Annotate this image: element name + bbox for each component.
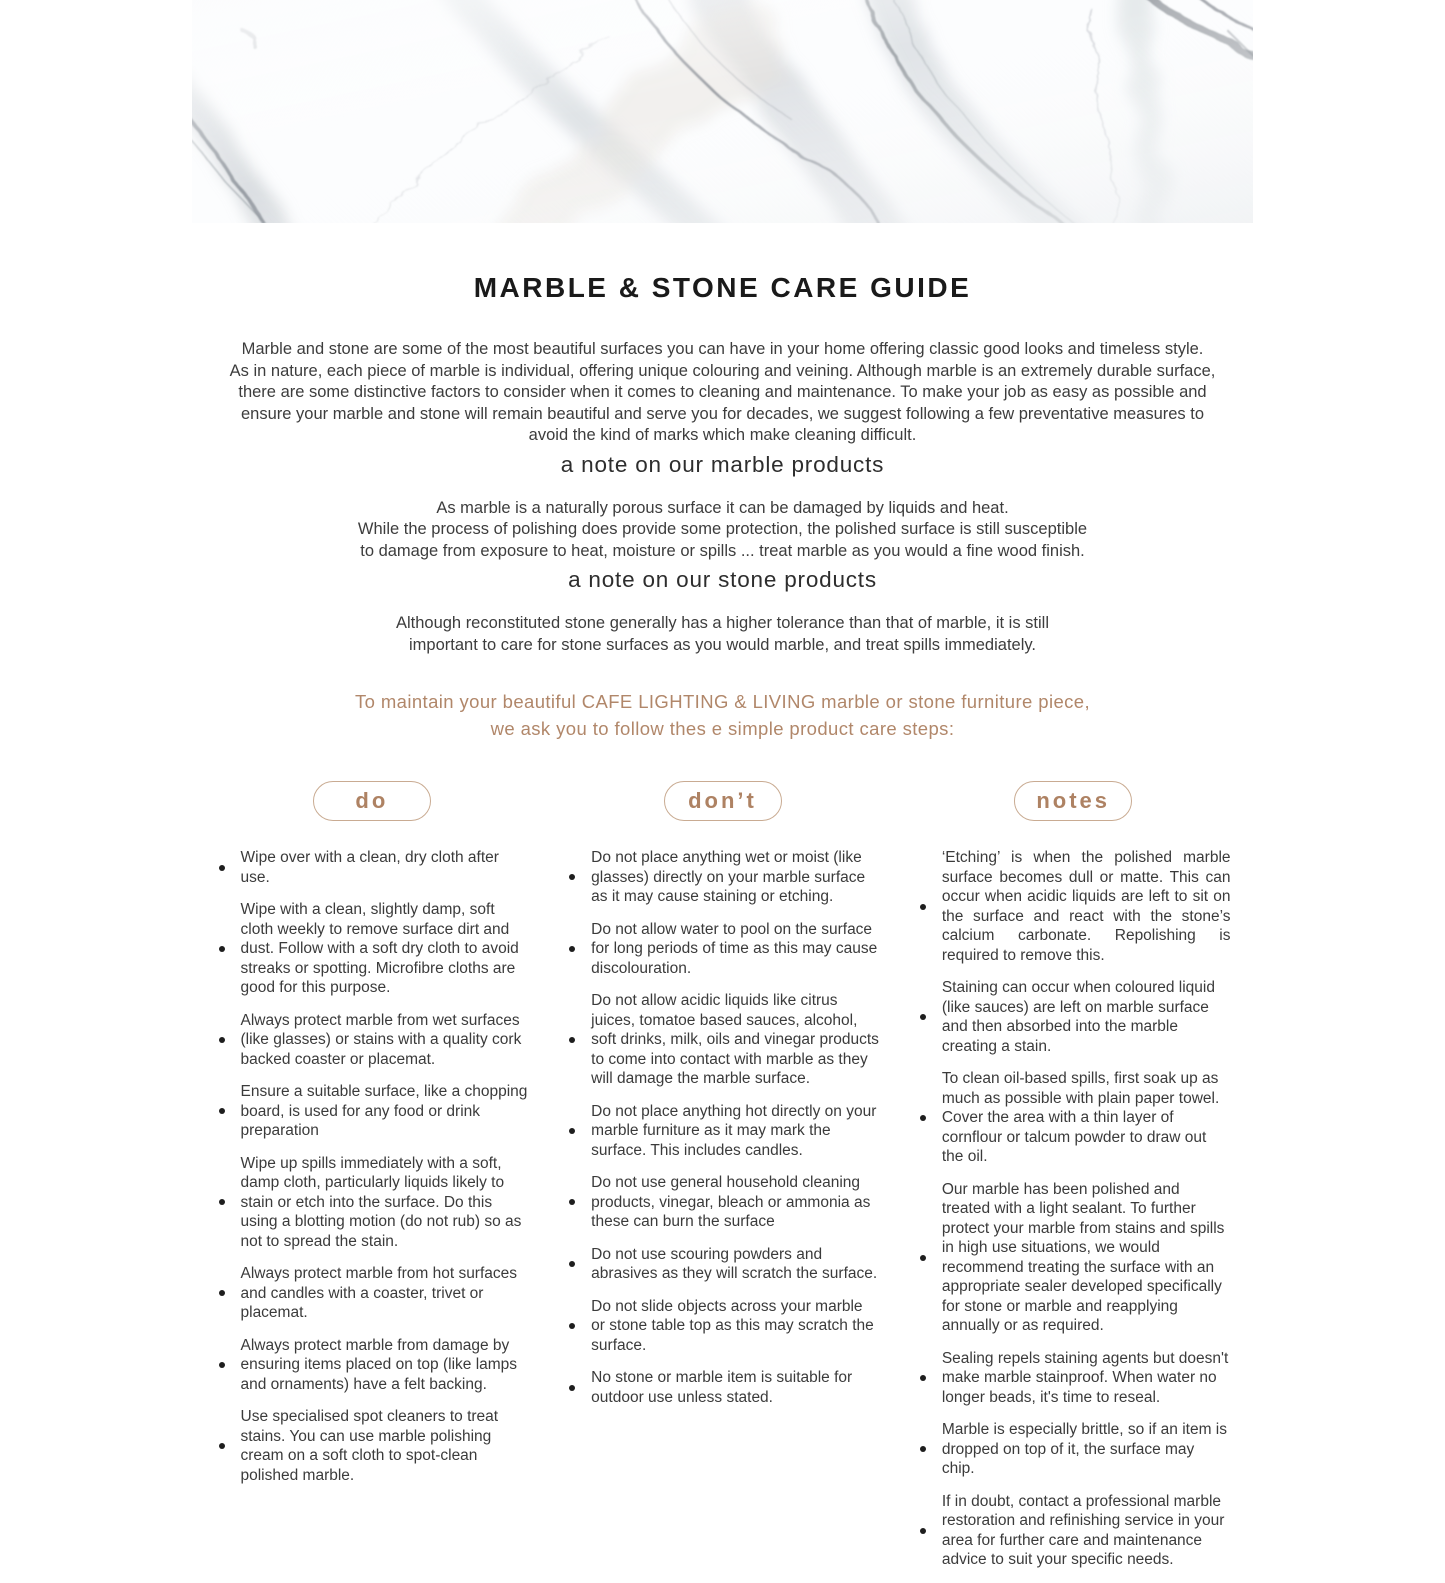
intro-line: ensure your marble and stone will remain beautiful and serve you for decades, we suggest following a few preventative measures to: [240, 404, 1205, 423]
dont-list: [565, 848, 880, 1407]
stone-note-body: [0, 613, 1445, 656]
page-title: MARBLE & STONE CARE GUIDE: [473, 272, 972, 303]
list-item: Do not place anything hot directly on your marble furniture as it may mark the surface. This includes candles.: [565, 1102, 880, 1161]
marble-photo: [192, 0, 1253, 223]
do-pill-label: do: [355, 788, 389, 813]
list-item: Sealing repels staining agents but doesn't make marble stainproof. When water no longer beads, it's time to reseal.: [916, 1349, 1231, 1408]
marble-note-line: While the process of polishing does provide some protection, the polished surface is still susceptible: [357, 520, 1088, 538]
list-item: Do not slide objects across your marble or stone table top as this may scratch the surface.: [565, 1297, 880, 1356]
care-columns: [215, 781, 1231, 1583]
list-item: Staining can occur when coloured liquid (like sauces) are left on marble surface and then absorbed into the marble creating a stain.: [916, 978, 1231, 1056]
intro-line: Marble and stone are some of the most beautiful surfaces you can have in your home offering classic good looks and timeless style.: [241, 340, 1204, 358]
stone-note-heading: a note on our stone products: [568, 567, 877, 592]
list-item: No stone or marble item is suitable for outdoor use unless stated.: [565, 1368, 880, 1407]
list-item: Always protect marble from damage by ensuring items placed on top (like lamps and ornaments) have a felt backing.: [215, 1336, 530, 1395]
list-item: Do not allow water to pool on the surface for long periods of time as this may cause discolouration.: [565, 920, 880, 979]
care-steps-intro-line: we ask you to follow thes e simple product care steps:: [490, 717, 955, 739]
list-item: Do not allow acidic liquids like citrus juices, tomatoe based sauces, alcohol, soft drinks, milk, oils and vinegar products to come into contact with marble as they will damage the marble surface.: [565, 991, 880, 1089]
list-item: ‘Etching’ is when the polished marble surface becomes dull or matte. This can occur when acidic liquids are left to sit on the surface and react with the stone’s calcium carbonate. Repolishing is required to remove this.: [916, 848, 1231, 965]
marble-note-line: to damage from exposure to heat, moisture or spills ... treat marble as you would a fine wood finish.: [360, 541, 1085, 560]
marble-note-body: [0, 498, 1445, 563]
list-item: Do not use scouring powders and abrasives as they will scratch the surface.: [565, 1245, 880, 1284]
stone-note-line: Although reconstituted stone generally has a higher tolerance than that of marble, it is still: [395, 614, 1050, 632]
list-item: Always protect marble from hot surfaces and candles with a coaster, trivet or placemat.: [215, 1264, 530, 1323]
do-list: [215, 848, 530, 1485]
do-column: [215, 781, 530, 1583]
list-item: If in doubt, contact a professional marble restoration and refinishing service in your area for further care and maintenance advice to suit your specific needs.: [916, 1492, 1231, 1570]
notes-pill: [1014, 781, 1132, 821]
stone-note-line: important to care for stone surfaces as you would marble, and treat spills immediately.: [409, 635, 1036, 654]
intro-line: there are some distinctive factors to consider when it comes to cleaning and maintenance. To make your job as easy as possible and: [238, 383, 1207, 401]
marble-note-heading: a note on our marble products: [560, 451, 885, 477]
notes-column: [916, 781, 1231, 1583]
care-steps-intro-line: To maintain your beautiful CAFE LIGHTING & LIVING marble or stone furniture piece,: [354, 691, 1091, 712]
notes-list: [916, 848, 1231, 1570]
intro-line: avoid the kind of marks which make cleaning difficult.: [528, 426, 917, 444]
dont-column: [565, 781, 880, 1583]
list-item: Always protect marble from wet surfaces (like glasses) or stains with a quality cork backed coaster or placemat.: [215, 1011, 530, 1070]
do-pill: [313, 781, 431, 821]
notes-pill-label: notes: [1036, 788, 1111, 813]
intro-line: As in nature, each piece of marble is individual, offering unique colouring and veining. Although marble is an extremely durable surface,: [229, 361, 1216, 380]
intro-paragraph: [0, 339, 1445, 447]
list-item: Our marble has been polished and treated with a light sealant. To further protect your marble from stains and spills in high use situations, we would recommend treating the surface with an appropriate sealer developed specifically for stone or marble and reapplying annually or as required.: [916, 1180, 1231, 1336]
list-item: Do not place anything wet or moist (like glasses) directly on your marble surface as it may cause staining or etching.: [565, 848, 880, 907]
list-item: Wipe with a clean, slightly damp, soft cloth weekly to remove surface dirt and dust. Follow with a soft dry cloth to avoid streaks or spotting. Microfibre cloths are good for this purpose.: [215, 900, 530, 998]
dont-pill-label: don’t: [688, 788, 757, 813]
list-item: Do not use general household cleaning products, vinegar, bleach or ammonia as these can burn the surface: [565, 1173, 880, 1232]
list-item: To clean oil-based spills, first soak up as much as possible with plain paper towel. Cover the area with a thin layer of cornflour or talcum powder to draw out the oil.: [916, 1069, 1231, 1167]
care-steps-intro: [0, 689, 1445, 742]
marble-texture-graphic: [192, 0, 1253, 223]
dont-pill: [664, 781, 782, 821]
list-item: Use specialised spot cleaners to treat stains. You can use marble polishing cream on a soft cloth to spot-clean polished marble.: [215, 1407, 530, 1485]
marble-note-line: As marble is a naturally porous surface it can be damaged by liquids and heat.: [436, 498, 1009, 517]
list-item: Wipe over with a clean, dry cloth after use.: [215, 848, 530, 887]
list-item: Wipe up spills immediately with a soft, damp cloth, particularly liquids likely to stain or etch into the surface. Do this using a blotting motion (do not rub) so as not to spread the stain.: [215, 1154, 530, 1252]
list-item: Ensure a suitable surface, like a chopping board, is used for any food or drink preparation: [215, 1082, 530, 1141]
list-item: Marble is especially brittle, so if an item is dropped on top of it, the surface may chip.: [916, 1420, 1231, 1479]
